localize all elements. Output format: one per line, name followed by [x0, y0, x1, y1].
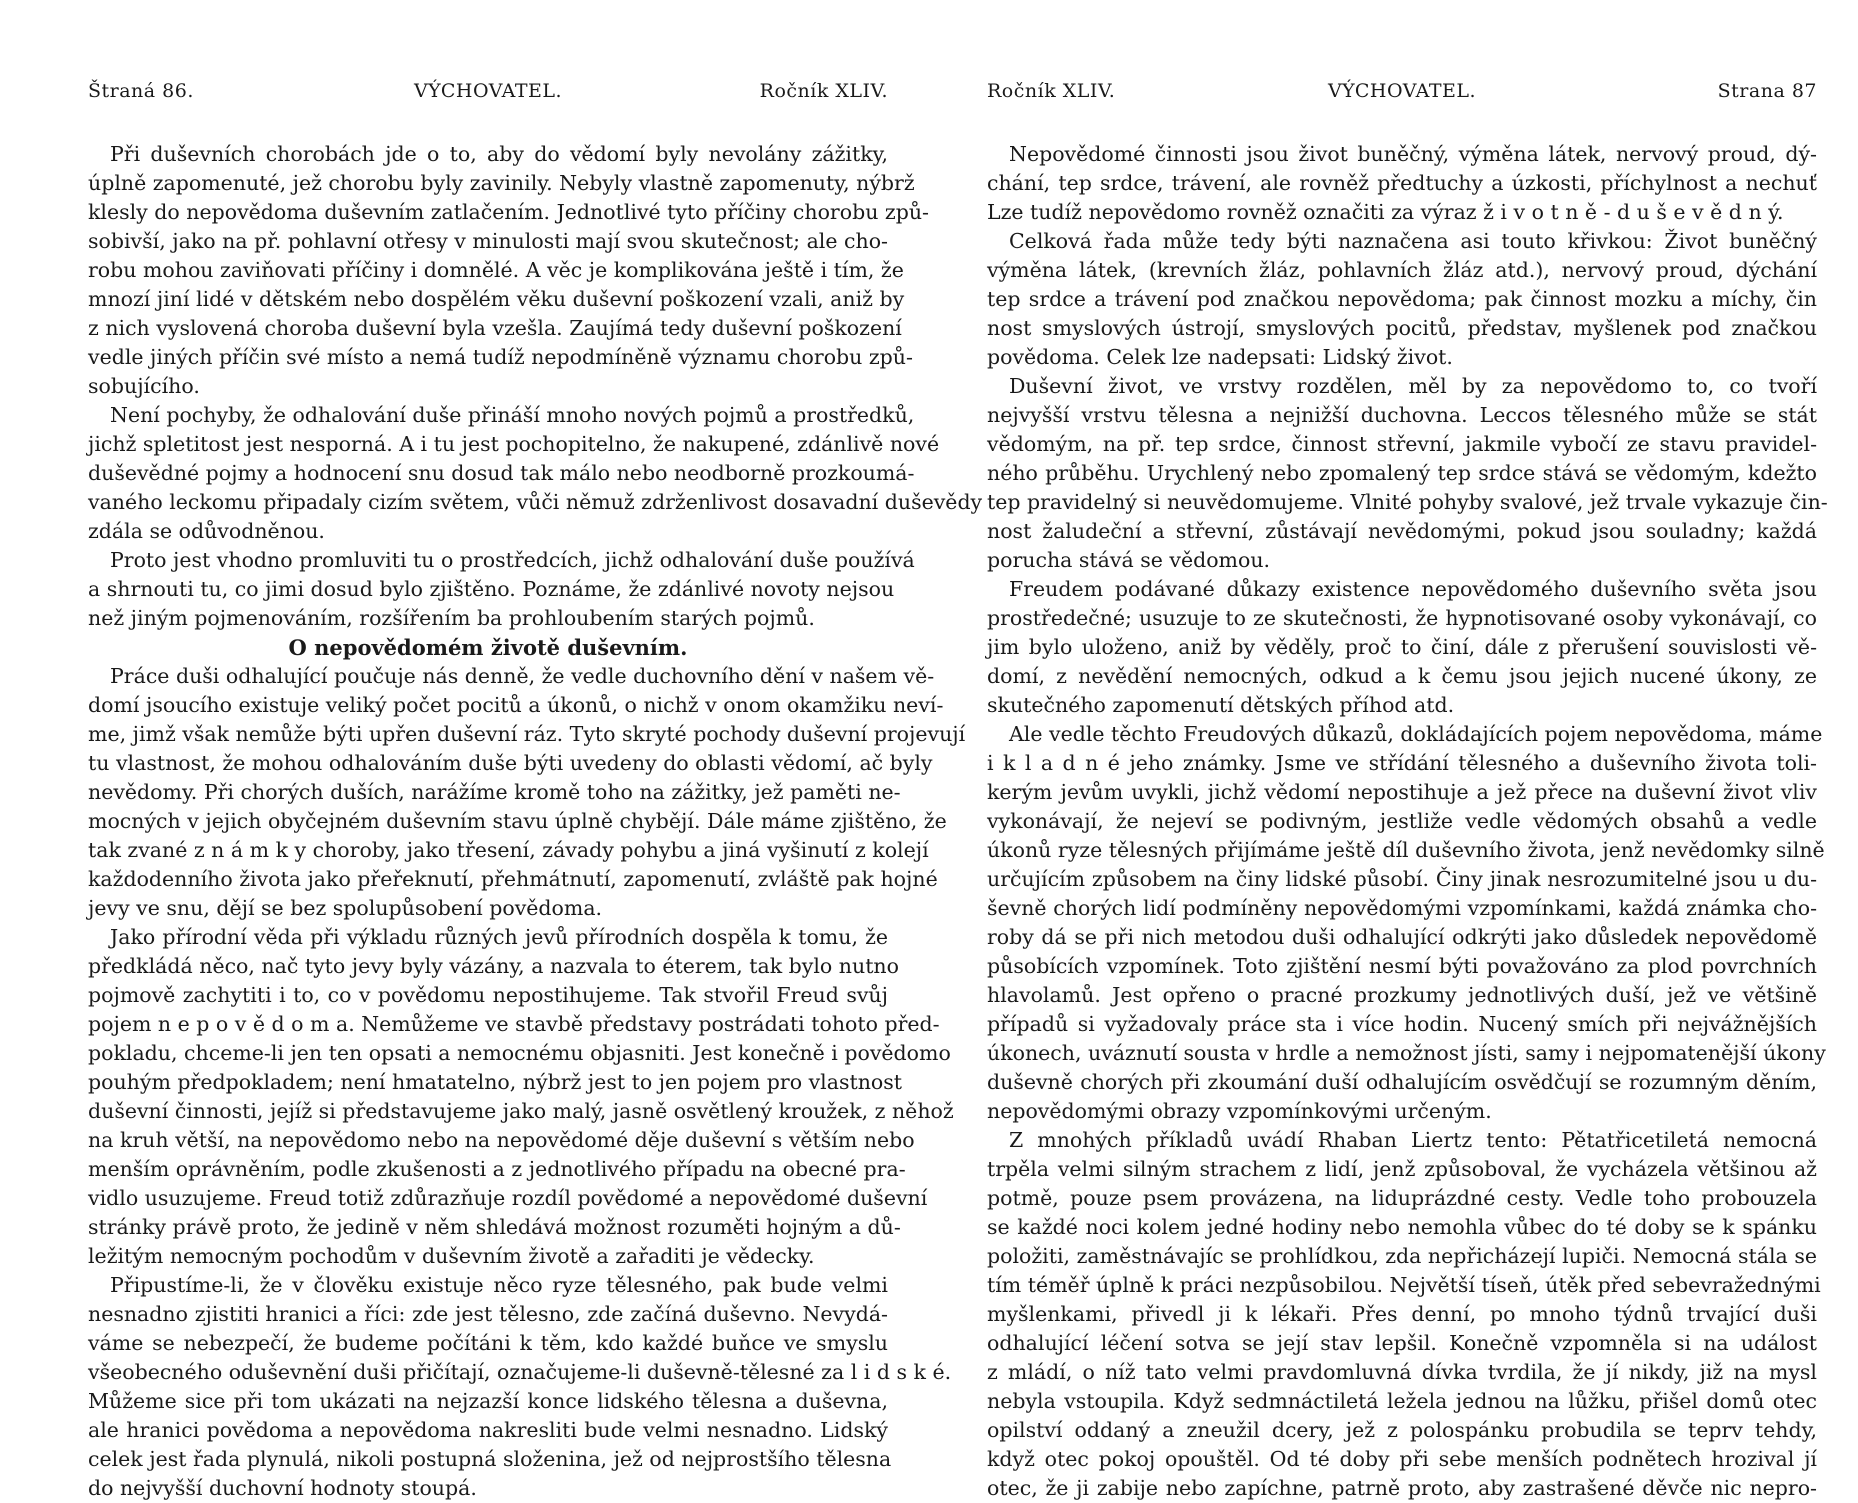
text-line: vykonávají, že nejeví se podivným, jestliže vedle vědomých obsahů a vedle: [987, 809, 1817, 833]
text-line: a shrnouti tu, co jimi dosud bylo zjištěno. Poznáme, že zdánlivé novoty nejsou: [88, 577, 895, 601]
text-line: jichž spletitost jest nesporná. A i tu jest pochopitelno, že nakupené, zdánlivě nové: [88, 432, 940, 456]
text-line: pojmově zachytiti i to, co v povědomu nepostihujeme. Tak stvořil Freud svůj: [88, 983, 888, 1007]
text-line: otec, že ji zabije nebo zapíchne, patrně proto, aby zastrašené děvče nic nepro-: [987, 1476, 1817, 1500]
text-line: tu vlastnost, že mohou odhalováním duše býti uvedeny do oblasti vědomí, ač byly: [88, 751, 933, 775]
text-line: duševědné pojmy a hodnocení snu dosud tak málo nebo neodborně prozkoumá-: [88, 461, 915, 485]
text-line: Jako přírodní věda při výkladu různých jevů přírodních dospěla k tomu, že: [110, 925, 888, 949]
left-page: [88, 0, 983, 1503]
text-line: mnozí jiní lidé v dětském nebo dospělém věku duševní poškození vzali, aniž by: [88, 287, 905, 311]
text-line: z mládí, o níž tato velmi pravdomluvná dívka tvrdila, že jí nikdy, již na mysl: [987, 1360, 1817, 1384]
text-line: stránky právě proto, že jedině v něm shledává možnost rozuměti hojným a dů-: [88, 1215, 901, 1239]
text-line: Lze tudíž nepovědomo rovněž označiti za výraz ž i v o t n ě - d u š e v ě d n ý.: [987, 200, 1784, 224]
text-line: Práce duši odhalující poučuje nás denně, že vedle duchovního dění v našem vě-: [110, 664, 935, 688]
text-line: domí, z nevědění nemocných, odkud a k čemu jsou jejich nucené úkony, ze: [987, 664, 1817, 688]
text-line: i k l a d n é jeho známky. Jsme ve střídání tělesného a duševního života toli-: [987, 751, 1817, 775]
right-page: [987, 0, 1828, 1503]
text-line: tep pravidelný si neuvědomujeme. Vlnité pohyby svalové, jež trvale vykazuje čin-: [987, 490, 1828, 514]
text-line: váme se nebezpečí, že budeme počítáni k těm, kdo každé buňce ve smyslu: [88, 1331, 888, 1355]
right-body-text: [987, 140, 1828, 1503]
left-page-number: Štraná 86.: [88, 80, 194, 102]
text-line: sobujícího.: [88, 374, 200, 398]
text-line: duševní činnosti, jejíž si představujeme jako malý, jasně osvětlený kroužek, z něhož: [88, 1099, 954, 1123]
text-line: Z mnohých příkladů uvádí Rhaban Liertz tento: Pětatřicetiletá nemocná: [1009, 1128, 1817, 1152]
text-line: se každé noci kolem jedné hodiny nebo nemohla vůbec do té doby se k spánku: [987, 1215, 1817, 1239]
text-line: úkonech, uváznutí sousta v hrdle a nemožnost jísti, samy i nejpomatenější úkony: [987, 1041, 1826, 1065]
text-line: porucha stává se vědomou.: [987, 548, 1271, 572]
text-line: úkonů ryze tělesných přijímáme ještě díl duševního života, jenž nevědomky silně: [987, 838, 1825, 862]
text-line: Připustíme-li, že v člověku existuje něco ryze tělesného, pak bude velmi: [110, 1273, 888, 1297]
text-line: hlavolamů. Jest opřeno o pracné prozkumy jednotlivých duší, jež ve většině: [987, 983, 1817, 1007]
text-line: Při duševních chorobách jde o to, aby do vědomí byly nevolány zážitky,: [110, 142, 888, 166]
text-line: ného průběhu. Urychlený nebo zpomalený tep srdce stává se vědomým, kdežto: [987, 461, 1817, 485]
text-line: Není pochyby, že odhalování duše přináší mnoho nových pojmů a prostředků,: [110, 403, 915, 427]
text-line: vidlo usuzujeme. Freud totiž zdůrazňuje rozdíl povědomé a nepovědomé duševní: [88, 1186, 928, 1210]
text-line: Freudem podávané důkazy existence nepovědomého duševního světa jsou: [1009, 577, 1817, 601]
text-line: vědomým, na př. tep srdce, činnost střevní, jakmile vybočí ze stavu pravidel-: [987, 432, 1817, 456]
text-line: menším oprávněním, podle zkušenosti a z jednotlivého případu na obecné pra-: [88, 1157, 906, 1181]
text-line: než jiným pojmenováním, rozšířením ba prohloubením starých pojmů.: [88, 606, 815, 630]
text-line: položiti, zaměstnávajíc se prohlídkou, zda nepřicházejí lupiči. Nemocná stála se: [987, 1244, 1817, 1268]
text-line: Proto jest vhodno promluviti tu o prostředcích, jichž odhalování duše používá: [110, 548, 915, 572]
text-line: případů si vyžadovaly práce sta i více hodin. Nucený smích při nejvážnějších: [987, 1012, 1817, 1036]
text-line: potmě, pouze psem provázena, na liduprázdné cesty. Vedle toho probouzela: [987, 1186, 1817, 1210]
text-line: úplně zapomenuté, jež chorobu byly zavinily. Nebyly vlastně zapomenuty, nýbrž: [88, 171, 915, 195]
left-journal-title: VÝCHOVATEL.: [413, 80, 563, 102]
text-line: jim bylo uloženo, aniž by věděly, proč to činí, dále z přerušení souvislosti vě-: [987, 635, 1817, 659]
text-line: Ale vedle těchto Freudových důkazů, dokládajících pojem nepovědoma, máme: [1009, 722, 1823, 746]
text-line: pouhým předpokladem; není hmatatelno, nýbrž jest to jen pojem pro vlastnost: [88, 1070, 903, 1094]
left-running-head: [88, 80, 888, 128]
text-line: ležitým nemocným pochodům v duševním životě a zařaditi je vědecky.: [88, 1244, 815, 1268]
text-line: výměna látek, (krevních žláz, pohlavních žláz atd.), nervový proud, dýchání: [987, 258, 1817, 282]
text-line: nesnadno zjistiti hranici a říci: zde jest tělesno, zde začíná duševno. Nevydá-: [88, 1302, 888, 1326]
text-line: do nejvyšší duchovní hodnoty stoupá.: [88, 1476, 477, 1500]
text-line: Můžeme sice při tom ukázati na nejzazší konce lidského tělesna a duševna,: [88, 1389, 888, 1413]
text-line: duševně chorých při zkoumání duší odhalujícím osvědčují se rozumným děním,: [987, 1070, 1817, 1094]
section-heading: O nepovědomém životě duševním.: [288, 635, 688, 660]
text-line: nost smyslových ústrojí, smyslových pocitů, představ, myšlenek pod značkou: [987, 316, 1817, 340]
text-line: nost žaludeční a střevní, zůstávají nevědomými, pokud jsou souladny; každá: [987, 519, 1817, 543]
text-line: roby dá se při nich metodou duši odhalující odkrýti jako důsledek nepovědomě: [987, 925, 1817, 949]
text-line: domí jsoucího existuje veliký počet pocitů a úkonů, o nichž v onom okamžiku neví-: [88, 693, 944, 717]
text-line: robu mohou zaviňovati příčiny i domnělé. A věc je komplikována ještě i tím, že: [88, 258, 904, 282]
right-volume: Ročník XLIV.: [987, 80, 1116, 102]
text-line: nejvyšší vrstvu tělesna a nejnižší duchovna. Leccos tělesného může se stát: [987, 403, 1817, 427]
text-line: vaného leckomu připadaly cizím světem, vůči němuž zdrženlivost dosavadní duševědy: [88, 490, 983, 514]
text-line: tím téměř úplně k práci nezpůsobilou. Největší tíseň, útěk před sebevražednými: [987, 1273, 1821, 1297]
text-line: chání, tep srdce, trávení, ale rovněž předtuchy a úzkosti, příchylnost a nechuť: [987, 171, 1817, 195]
left-volume: Ročník XLIV.: [759, 80, 888, 102]
right-running-head: [987, 80, 1817, 128]
text-line: tep srdce a trávení pod značkou nepovědoma; pak činnost mozku a míchy, čin: [987, 287, 1817, 311]
text-line: zdála se odůvodněnou.: [88, 519, 325, 543]
right-page-number: Strana 87: [1717, 80, 1817, 102]
text-line: z nich vyslovená choroba duševní byla vzešla. Zaujímá tedy duševní poškození: [88, 316, 902, 340]
text-line: Nepovědomé činnosti jsou život buněčný, výměna látek, nervový proud, dý-: [1009, 142, 1817, 166]
text-line: každodenního života jako přeřeknutí, přehmátnutí, zapomenutí, zvláště pak hojné: [88, 867, 938, 891]
text-line: nebyla vstoupila. Když sedmnáctiletá ležela jednou na lůžku, přišel domů otec: [987, 1389, 1817, 1413]
text-line: ševně chorých lidí podmíněny nepovědomými vzpomínkami, každá známka cho-: [987, 896, 1817, 920]
text-line: celek jest řada plynulá, nikoli postupná složenina, jež od nejprostšího tělesna: [88, 1447, 892, 1471]
text-line: mocných v jejich obyčejném duševním stavu úplně chybějí. Dále máme zjištěno, že: [88, 809, 947, 833]
text-line: určujícím způsobem na činy lidské působí. Činy jinak nesrozumitelné jsou u du-: [987, 867, 1817, 891]
text-line: klesly do nepovědoma duševním zatlačením. Jednotlivé tyto příčiny chorobu způ-: [88, 200, 929, 224]
text-line: sobivší, jako na př. pohlavní otřesy v minulosti mají svou skutečnost; ale cho-: [88, 229, 888, 253]
text-line: kerým jevům uvykli, jichž vědomí nepostihuje a jež přece na duševní život vliv: [987, 780, 1817, 804]
text-line: pokladu, chceme-li jen ten opsati a nemocnému objasniti. Jest konečně i povědomo: [88, 1041, 951, 1065]
text-line: myšlenkami, přivedl ji k lékaři. Přes denní, po mnoho týdnů trvající duši: [987, 1302, 1817, 1326]
text-line: me, jimž však nemůže býti upřen duševní ráz. Tyto skryté pochody duševní projevují: [88, 722, 966, 746]
text-line: všeobecného oduševnění duši přičítají, označujeme-li duševně-tělesné za l i d s k é.: [88, 1360, 952, 1384]
text-line: nepovědomými obrazy vzpomínkovými určeným.: [987, 1099, 1492, 1123]
left-body-text: [88, 140, 983, 1503]
text-line: na kruh větší, na nepovědomo nebo na nepovědomé děje duševní s větším nebo: [88, 1128, 915, 1152]
text-line: skutečného zapomenutí dětských příhod atd.: [987, 693, 1455, 717]
text-line: odhalující léčení sotva se její stav lepšil. Konečně vzpomněla si na událost: [987, 1331, 1817, 1355]
text-line: jevy ve snu, dějí se bez spolupůsobení povědoma.: [88, 896, 603, 920]
text-line: prostředečné; usuzuje to ze skutečnosti, že hypnotisované osoby vykonávají, co: [987, 606, 1817, 630]
text-line: tak zvané z n á m k y choroby, jako třesení, závady pohybu a jiná vyšinutí z kolejí: [88, 838, 929, 862]
text-line: vedle jiných příčin své místo a nemá tudíž nepodmíněně významu chorobu způ-: [88, 345, 913, 369]
text-line: předkládá něco, nač tyto jevy byly vázány, a nazvala to éterem, tak bylo nutno: [88, 954, 899, 978]
text-line: opilství oddaný a zneužil dcery, jež z polospánku probudila se teprv tehdy,: [987, 1418, 1817, 1442]
text-line: ale hranici povědoma a nepovědoma nakresliti bude velmi nesnadno. Lidský: [88, 1418, 888, 1442]
text-line: trpěla velmi silným strachem z lidí, jenž způsoboval, že vycházela většinou až: [987, 1157, 1817, 1181]
text-line: Celková řada může tedy býti naznačena asi touto křivkou: Život buněčný: [1009, 229, 1817, 253]
right-journal-title: VÝCHOVATEL.: [1327, 80, 1477, 102]
text-line: nevědomy. Při chorých duších, narážíme kromě toho na zážitky, jež paměti ne-: [88, 780, 901, 804]
text-line: pojem n e p o v ě d o m a. Nemůžeme ve stavbě představy postrádati tohoto před-: [88, 1012, 940, 1036]
text-line: povědoma. Celek lze nadepsati: Lidský život.: [987, 345, 1453, 369]
text-line: působících vzpomínek. Toto zjištění nesmí býti považováno za plod povrchních: [987, 954, 1817, 978]
text-line: Duševní život, ve vrstvy rozdělen, měl by za nepovědomo to, co tvoří: [1009, 374, 1817, 398]
text-line: když otec pokoj opouštěl. Od té doby při sebe menších podnětech hrozival jí: [987, 1447, 1817, 1471]
